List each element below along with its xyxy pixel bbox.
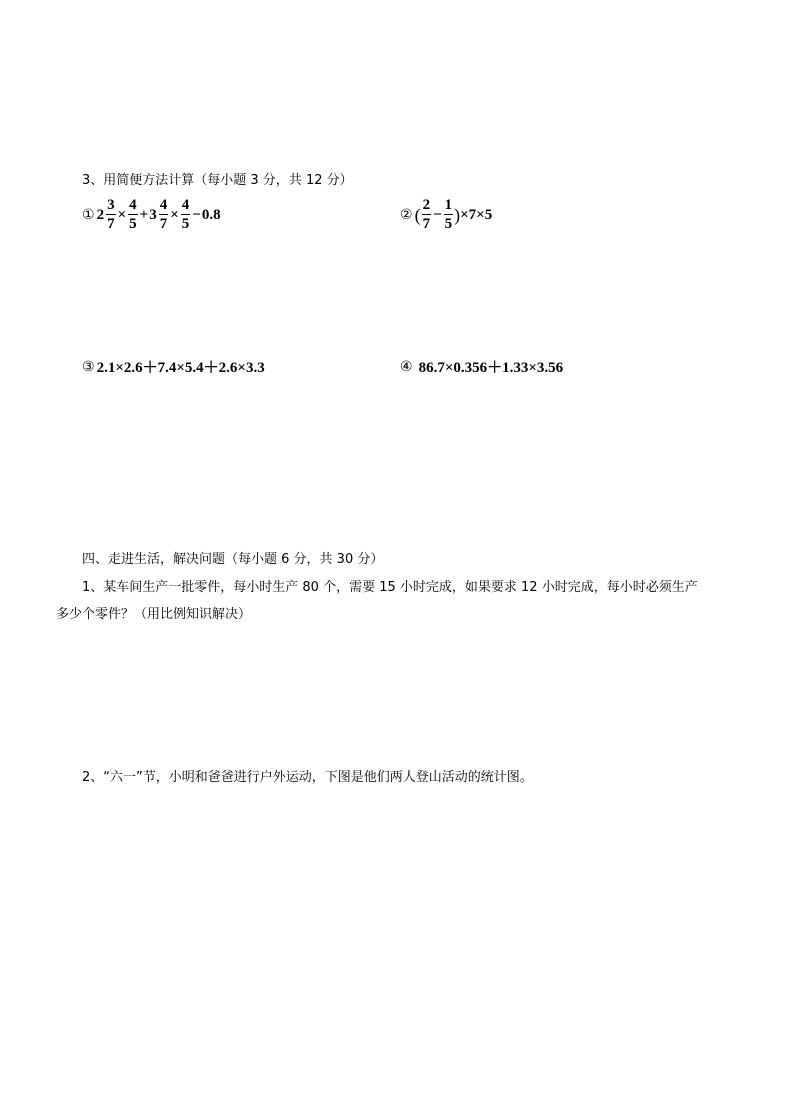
fraction-denominator: 5 (181, 216, 190, 232)
problem-2 (400, 198, 492, 232)
open-paren: ( (414, 205, 421, 225)
problem-1-marker: ① (82, 207, 95, 223)
operator: − (192, 206, 201, 223)
problem-3-marker: ③ (82, 358, 95, 375)
operator: − (433, 206, 442, 223)
fraction-denominator: 5 (129, 216, 137, 232)
question-2: 2、“六一”节，小明和爸爸进行户外运动，下图是他们两人登山活动的统计图。 (82, 770, 533, 785)
problem-3-expression: 2.1×2.6＋7.4×5.4＋2.6×3.3 (96, 360, 265, 376)
fraction-denominator: 7 (159, 216, 168, 232)
problem-4-marker: ④ (400, 358, 413, 375)
problem-1-fraction-c (159, 198, 169, 232)
fraction-numerator: 4 (159, 197, 168, 213)
operator: × (170, 206, 179, 223)
problem-2-fraction-a (422, 198, 432, 232)
problem-4-expression: 86.7×0.356＋1.33×3.56 (418, 360, 564, 376)
problem-1 (82, 198, 221, 232)
fraction-numerator: 2 (422, 197, 431, 213)
operator: + (139, 206, 149, 223)
problem-1-fraction-a (106, 198, 116, 232)
fraction-numerator: 3 (107, 197, 115, 213)
problem-1-fraction-d (181, 198, 191, 232)
section-4-heading: 四、走进生活，解决问题（每小题 6 分，共 30 分） (82, 552, 384, 567)
problem-1-whole-a: 2 (96, 206, 105, 223)
problem-4 (400, 356, 563, 377)
fraction-numerator: 4 (129, 197, 137, 213)
close-paren: ) (454, 205, 461, 225)
problem-1-whole-c: 3 (149, 206, 157, 223)
fraction-numerator: 1 (444, 197, 453, 213)
problem-2-tail: ×7×5 (460, 206, 493, 223)
fraction-denominator: 7 (107, 216, 115, 232)
problem-3 (82, 356, 265, 377)
problem-2-marker: ② (400, 207, 413, 223)
fraction-numerator: 4 (181, 197, 190, 213)
operator: × (117, 206, 127, 223)
question-1-line-1: 1、某车间生产一批零件，每小时生产 80 个，需要 15 小时完成，如果要求 12 小时完成，每小时必须生产 (82, 580, 698, 595)
fraction-denominator: 5 (444, 216, 453, 232)
fraction-denominator: 7 (422, 216, 431, 232)
problem-1-fraction-b (128, 198, 138, 232)
problem-2-fraction-b (444, 198, 454, 232)
section-3-heading: 3、用简便方法计算（每小题 3 分，共 12 分） (82, 173, 353, 188)
problem-1-tail: 0.8 (201, 206, 221, 223)
question-1-line-2: 多少个零件？（用比例知识解决） (56, 607, 252, 622)
